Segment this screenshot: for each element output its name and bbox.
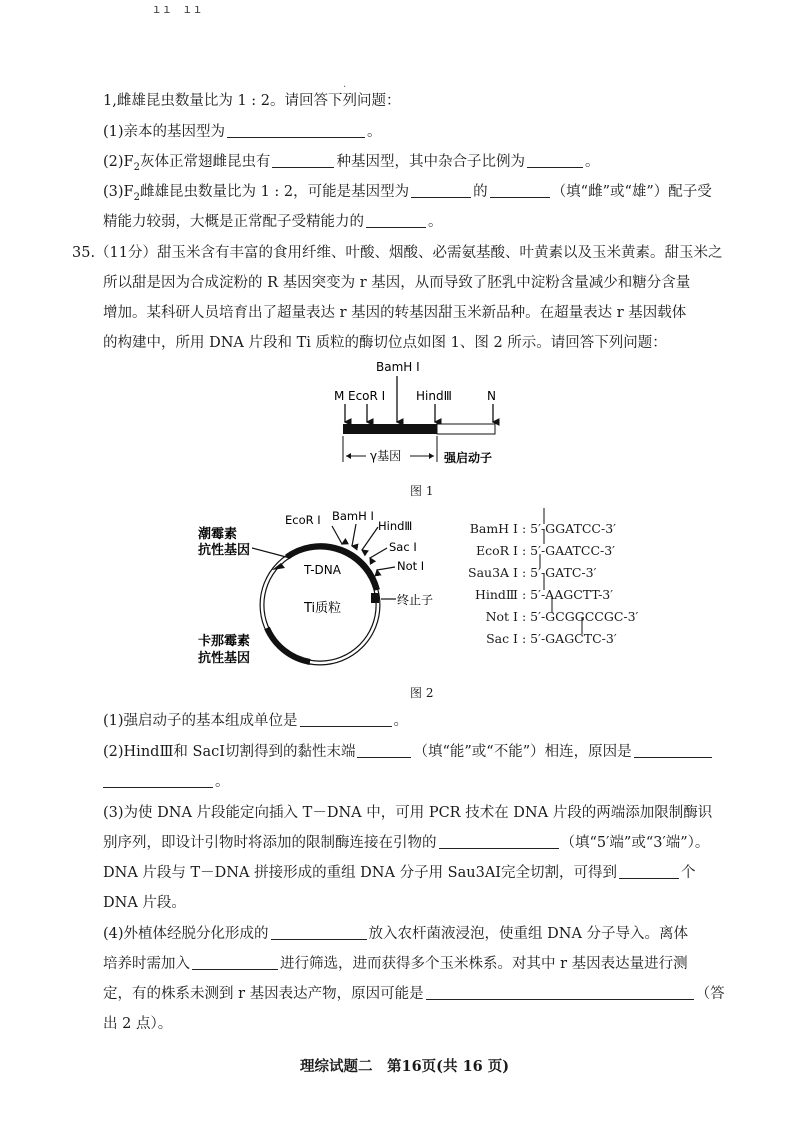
answer-blank[interactable]: [192, 955, 278, 970]
q34-sub2-c: 种基因型，其中杂合子比例为: [336, 154, 525, 170]
answer-blank[interactable]: [426, 985, 694, 1000]
answer-blank[interactable]: [357, 743, 411, 758]
q35-sub2-a: (2)HindⅢ和 SacⅠ切割得到的黏性末端: [103, 744, 356, 760]
header-dot: ·: [343, 82, 347, 93]
fig2-arrow-ecori: [332, 526, 342, 544]
fig1-gene-segment: [343, 424, 437, 434]
answer-blank[interactable]: [271, 925, 367, 940]
fig1-label-hindiii: HindⅢ: [416, 389, 452, 403]
enzyme-name: Sau3A I: [468, 565, 518, 580]
q35-sub3b: [103, 833, 709, 853]
fig2-label-hindiii: HindⅢ: [378, 519, 413, 533]
q35-sub4a: [103, 924, 688, 944]
q35-sub4b-a: 培养时需加入: [103, 956, 190, 972]
q34-sub2-a: (2)F: [103, 154, 134, 170]
q34-sub3-b: 雌雄昆虫数量比为 1 : 2，可能是基因型为: [139, 184, 410, 200]
q35-sub1-end: 。: [393, 713, 409, 729]
fig2-arrow-saci: [370, 548, 387, 558]
q34-sub3a: [103, 182, 712, 208]
fig2-label-bamhi: BamH I: [332, 509, 374, 523]
q34-sub3b-end: 。: [428, 214, 443, 230]
answer-blank[interactable]: [272, 153, 334, 168]
fig1-label-promoter: 强启动子: [444, 451, 493, 465]
cut-site-marks: [536, 506, 626, 646]
header-marks: ıı ıı: [153, 2, 205, 16]
enzyme-seq: 5′-AAGCTT-3′: [530, 587, 614, 602]
enzyme-row: Sac I : 5′-GAGCTC-3′: [452, 628, 638, 650]
answer-blank[interactable]: [439, 834, 559, 849]
q35-sub3b-b: （填“5′端”或“3′端”）。: [560, 835, 710, 851]
q35-sub4c: [103, 984, 725, 1004]
enzyme-seq: 5′-GATC-3′: [530, 565, 597, 580]
fig2-label-ecori: EcoR I: [285, 513, 321, 527]
q35-intro-2: 所以甜是因为合成淀粉的 R 基因突变为 r 基因，从而导致了胚乳中淀粉含量减少和糖分含量: [103, 275, 691, 291]
answer-blank[interactable]: [103, 773, 213, 788]
enzyme-name: Sac I: [486, 631, 518, 646]
figure-2-caption: 图 2: [410, 686, 434, 700]
q35-sub3a: (3)为使 DNA 片段能定向插入 T－DNA 中，可用 PCR 技术在 DNA 片段的两端添加限制酶识: [103, 805, 713, 821]
answer-blank[interactable]: [366, 213, 426, 228]
q34-sub3-sub: 2: [133, 191, 140, 203]
fig1-dim-arrow-right: [429, 453, 434, 459]
page-footer: 理综试题二 第16页(共 16 页): [300, 1058, 510, 1075]
figure-2-ti-plasmid: [190, 500, 450, 680]
fig1-dim-arrow-left: [346, 453, 351, 459]
q35-sub1-text: (1)强启动子的基本组成单位是: [103, 713, 298, 729]
q35-sub4b-b: 进行筛选，进而获得多个玉米株系。对其中 r 基因表达量进行测: [280, 956, 688, 972]
q34-sub2-d: 。: [584, 154, 600, 170]
plasmid-kan-region: [267, 628, 310, 662]
terminator-block: [371, 593, 379, 603]
q34-sub1: [103, 122, 382, 142]
fig1-label-ecori: EcoR I: [348, 389, 386, 403]
figure-1-dna-fragment: [320, 352, 520, 470]
enzyme-row: HindⅢ : 5′-AAGCTT-3′: [452, 584, 638, 606]
q35-sub2b-end: 。: [215, 774, 230, 790]
q34-line1: 1,雌雄昆虫数量比为 1 : 2。请回答下列问题：: [103, 93, 401, 109]
fig2-label-hyg2: 抗性基因: [198, 543, 251, 558]
q35-sub2b: [103, 772, 230, 792]
answer-blank[interactable]: [619, 864, 679, 879]
q34-sub3-a: (3)F: [103, 184, 134, 200]
q35-intro-1: 35.（11分）甜玉米含有丰富的食用纤维、叶酸、烟酸、必需氨基酸、叶黄素以及玉米黄素。甜玉米之: [72, 245, 723, 261]
fig2-arrow-noti: [377, 567, 395, 570]
fig2-label-noti: Not I: [397, 559, 425, 573]
fig1-label-bamhi: BamH I: [376, 360, 420, 374]
fig1-label-gene: γ基因: [370, 449, 402, 463]
fig2-label-terminator: 终止子: [397, 593, 434, 607]
enzyme-seq: 5′-GAATCC-3′: [530, 543, 616, 558]
answer-blank[interactable]: [527, 153, 583, 168]
q35-sub4a-a: (4)外植体经脱分化形成的: [103, 926, 269, 942]
enzyme-seq: 5′-GGATCC-3′: [530, 521, 616, 536]
fig2-label-ti: Ti质粒: [304, 601, 342, 616]
enzyme-name: EcoR I: [476, 543, 518, 558]
fig2-label-saci: Sac I: [389, 540, 417, 554]
answer-blank[interactable]: [227, 123, 365, 138]
q35-sub1: [103, 711, 408, 731]
q35-intro-4: 的构建中，所用 DNA 片段和 Ti 质粒的酶切位点如图 1、图 2 所示。请回答下列问题：: [103, 335, 667, 351]
q35-intro-3: 增加。某科研人员培育出了超量表达 r 基因的转基因甜玉米新品种。在超量表达 r 基因载体: [103, 305, 687, 321]
fig2-label-kan1: 卡那霉素: [198, 634, 251, 649]
fig2-label-tdna: T-DNA: [304, 563, 341, 577]
q35-sub4c-a: 定，有的株系未测到 r 基因表达产物，原因可能是: [103, 986, 424, 1002]
answer-blank[interactable]: [634, 743, 712, 758]
fig1-label-m: M: [334, 389, 345, 403]
q34-sub3-c: 的: [473, 184, 488, 200]
q35-sub4c-b: （答: [695, 986, 725, 1002]
answer-blank[interactable]: [300, 712, 392, 727]
fig2-arrow-hindiii: [362, 527, 378, 550]
answer-blank[interactable]: [490, 183, 550, 198]
fig1-promoter-segment: [437, 424, 495, 434]
fig2-label-hyg1: 潮霉素: [198, 527, 238, 542]
enzyme-row: Sau3A I : 5′-GATC-3′: [452, 562, 638, 584]
q34-sub2: [103, 152, 599, 178]
enzyme-row: EcoR I : 5′-GAATCC-3′: [452, 540, 638, 562]
q35-sub2-b: （填“能”或“不能”）相连，原因是: [413, 744, 632, 760]
enzyme-row: BamH I : 5′-GGATCC-3′: [452, 518, 638, 540]
q34-sub1-text: (1)亲本的基因型为: [103, 124, 226, 140]
enzyme-name: Not I: [485, 609, 518, 624]
q34-sub2-b: 灰体正常翅雌昆虫有: [139, 154, 271, 170]
enzyme-name: HindⅢ: [474, 587, 518, 602]
q35-sub3c-a: DNA 片段与 T－DNA 拼接形成的重组 DNA 分子用 Sau3AⅠ完全切割，可得到: [103, 865, 618, 881]
q35-sub4b: [103, 954, 688, 974]
fig1-label-n: N: [487, 389, 496, 403]
q34-sub2-sub: 2: [133, 161, 140, 173]
q35-sub3c: [103, 863, 696, 883]
enzyme-name: BamH I: [469, 521, 518, 536]
q34-sub3b-text: 精能力较弱，大概是正常配子受精能力的: [103, 214, 364, 230]
q35-sub4d: 出 2 点）。: [103, 1016, 173, 1032]
q34-sub1-end: 。: [367, 124, 382, 140]
fig2-label-kan2: 抗性基因: [198, 651, 251, 666]
q34-sub3-d: （填“雌”或“雄”）配子受: [551, 184, 712, 200]
q35-sub3b-a: 别序列，即设计引物时将添加的限制酶连接在引物的: [103, 835, 437, 851]
q35-sub4a-b: 放入农杆菌液浸泡，使重组 DNA 分子导入。离体: [368, 926, 689, 942]
q35-sub2a: [103, 742, 714, 762]
answer-blank[interactable]: [411, 183, 471, 198]
fig2-arrow-bamhi: [352, 524, 356, 546]
enzyme-seq: 5′-GAGCTC-3′: [530, 631, 617, 646]
q35-sub3d: DNA 片段。: [103, 895, 186, 911]
q35-sub3c-b: 个: [681, 865, 696, 881]
fig2-hyg-pointer: [252, 548, 290, 558]
q34-sub3b: [103, 212, 443, 232]
enzyme-row: Not I : 5′-GCGGCCGC-3′: [452, 606, 638, 628]
enzyme-seq: 5′-GCGGCCGC-3′: [530, 609, 639, 624]
figure-1-caption: 图 1: [410, 484, 434, 498]
